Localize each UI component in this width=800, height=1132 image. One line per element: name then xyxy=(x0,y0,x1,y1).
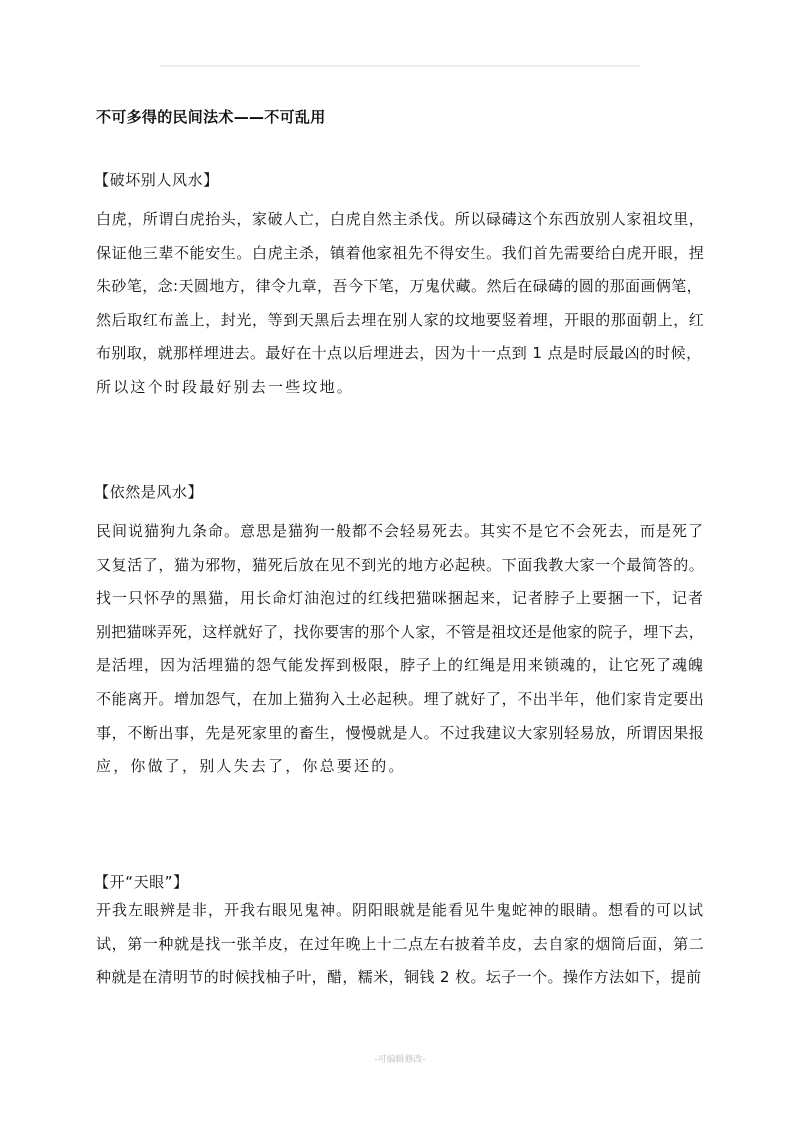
paragraph-line: 所以这个时段最好别去一些坟地。 xyxy=(96,377,355,396)
paragraph-line: 布别取，就那样埋进去。最好在十点以后埋进去，因为十一点到 1 点是时辰最凶的时候， xyxy=(96,344,702,363)
paragraph-line: 应，你做了，别人失去了，你总要还的。 xyxy=(96,757,406,776)
paragraph-line: 然后取红布盖上，封光，等到天黑后去埋在别人家的坟地要竖着埋，开眼的那面朝上，红 xyxy=(96,310,705,329)
paragraph-line: 事，不断出事，先是死家里的畜生，慢慢就是人。不过我建议大家别轻易放，所谓因果报 xyxy=(96,723,705,742)
paragraph-line: 保证他三辈不能安生。白虎主杀，镇着他家祖先不得安生。我们首先需要给白虎开眼，捏 xyxy=(96,243,705,262)
document-title: 不可多得的民间法术——不可乱用 xyxy=(96,108,326,126)
paragraph-line: 不能离开。增加怨气，在加上猫狗入土必起秧。埋了就好了，不出半年，他们家肯定要出 xyxy=(96,689,705,708)
section-paragraph xyxy=(96,899,708,1000)
paragraph-line: 开我左眼辨是非，开我右眼见鬼神。阴阳眼就是能看见牛鬼蛇神的眼睛。想看的可以试 xyxy=(96,901,705,919)
paragraph-line: 白虎，所谓白虎抬头，家破人亡，白虎自然主杀伐。所以碌碡这个东西放别人家祖坟里， xyxy=(96,210,705,228)
paragraph-line: 找一只怀孕的黑猫，用长命灯油泡过的红线把猫咪捆起来，记者脖子上要捆一下，记者 xyxy=(96,589,705,608)
page-footer: -可编辑修改- xyxy=(374,1055,426,1065)
section-heading: 【依然是风水】 xyxy=(94,483,204,501)
paragraph-line: 朱砂笔，念:天圆地方，律令九章，吾今下笔，万鬼伏藏。然后在碌碡的圆的那面画俩笔， xyxy=(96,277,703,296)
section-heading: 【开“天眼”】 xyxy=(94,873,189,891)
paragraph-line: 试，第一种就是找一张羊皮，在过年晚上十二点左右披着羊皮，去自家的烟筒后面，第二 xyxy=(96,934,705,953)
header-rule xyxy=(160,65,640,67)
paragraph-line: 又复活了，猫为邪物，猫死后放在见不到光的地方必起秧。下面我教大家一个最简答的。 xyxy=(96,555,705,574)
paragraph-line: 民间说猫狗九条命。意思是猫狗一般都不会轻易死去。其实不是它不会死去，而是死了 xyxy=(96,522,705,540)
paragraph-line: 别把猫咪弄死，这样就好了，找你要害的那个人家，不管是祖坟还是他家的院子，埋下去， xyxy=(96,622,705,641)
section-heading: 【破坏别人风水】 xyxy=(94,171,219,189)
section-paragraph xyxy=(96,208,708,410)
paragraph-line: 是活埋，因为活埋猫的怨气能发挥到极限，脖子上的红绳是用来锁魂的，让它死了魂魄 xyxy=(96,656,705,675)
section-paragraph xyxy=(96,520,708,789)
paragraph-line: 种就是在清明节的时候找柚子叶，醋，糯米，铜钱 2 枚。坛子一个。操作方法如下，提前 xyxy=(96,968,702,987)
